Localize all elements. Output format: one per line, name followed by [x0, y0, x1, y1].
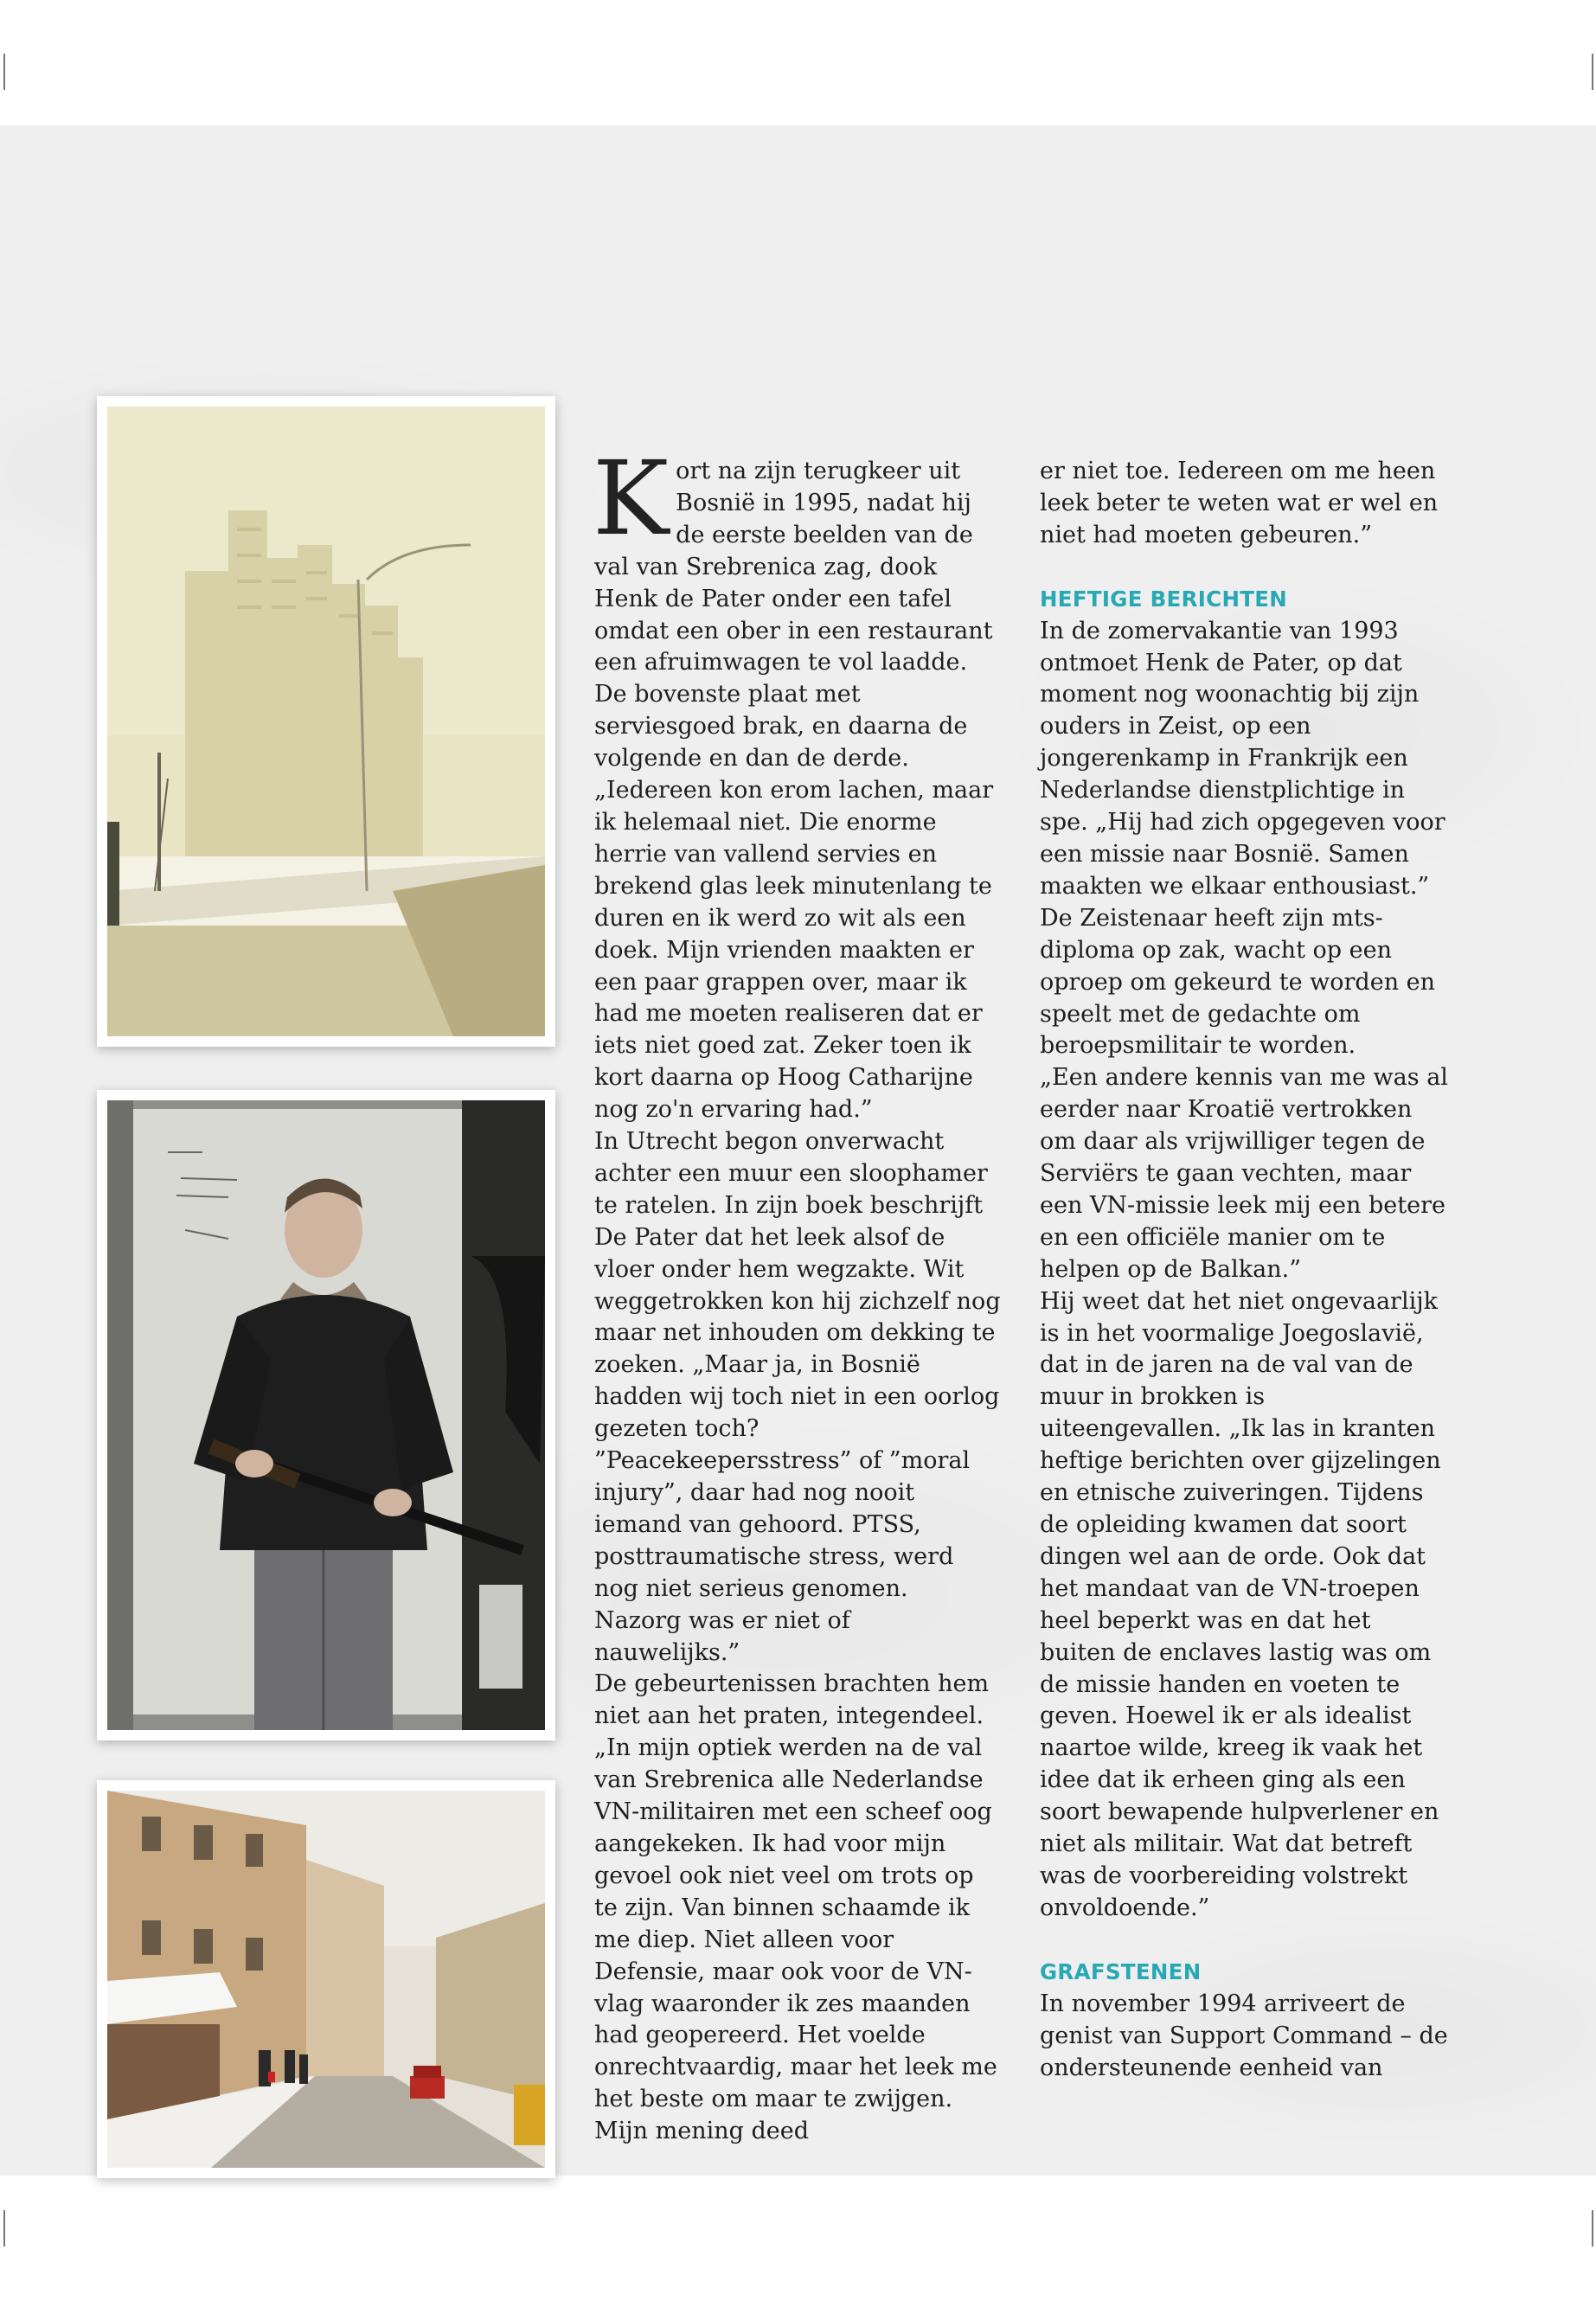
body-paragraph: Hij weet dat het niet ongevaarlijk is in het voormalige Joegoslavië, dat in de jaren na de val van de muur in brokken is uiteengevallen. „Ik las in kranten heftige berichten over gijzelingen en etnische zuiveringen. Tijdens de opleiding kwamen dat soort dingen wel aan de orde. Ook dat het mandaat van de VN-troepen heel beperkt was en dat het buiten de enclaves lastig was om de missie handen en voeten te geven. Hoewel ik er als idealist naartoe wilde, kreeg ik vaak het idee dat ik erheen ging als een soort bewapende hulpverlener en niet als militair. Wat dat betreft was de voorbereiding volstrekt onvoldoende.” [1040, 1287, 1441, 1921]
body-paragraph: De bovenste plaat met serviesgoed brak, en daarna de volgende en dan de derde. „Iedereen kon erom lachen, maar ik helemaal niet. Die enorme herrie van vallend servies en brekend glas leek minutenlang te duren en ik werd zo wit als een doek. Mijn vrienden maakten er een paar grappen over, maar ik had me moeten realiseren dat er iets niet goed zat. Zeker toen ik kort daarna op Hoog Catharijne nog zo'n ervaring had.” [594, 681, 994, 1124]
article-column-2 [1040, 456, 1453, 2084]
crop-mark-top-left [3, 54, 5, 90]
photo-apartment-blocks [97, 396, 555, 1047]
crop-mark-bottom-left [3, 2210, 5, 2247]
drop-cap: K [593, 439, 670, 558]
article-column-1 [593, 439, 1001, 2148]
body-paragraph: In de zomervakantie van 1993 ontmoet Henk de Pater, op dat moment nog woonachtig bij zijn ouders in Zeist, op een jongerenkamp in Frankrijk een Nederlandse dienstplichtige in spe. „Hij had zich opgegeven voor een missie naar Bosnië. Samen maakten we elkaar enthousiast.” De Zeistenaar heeft zijn mts-diploma op zak, wacht op een oproep om gekeurd te worden en speelt met de gedachte om beroepsmilitair te worden. [1040, 617, 1445, 1060]
photo-soldier-with-rifle [97, 1090, 555, 1740]
section-heading: HEFTIGE BERICHTEN [1040, 586, 1288, 612]
body-paragraph: er niet toe. Iedereen om me heen leek beter te weten wat er wel en niet had moeten gebeuren.” [1040, 458, 1439, 548]
body-paragraph: In november 1994 arriveert de genist van Support Command – de ondersteunende eenheid van [1040, 1990, 1448, 2081]
photo-snowy-street [97, 1780, 555, 2178]
body-paragraph: „Een andere kennis van me was al eerder naar Kroatië vertrokken om daar als vrijwilliger tegen de Serviërs te gaan vechten, maar een VN-missie leek mij een betere en een officiële manier om te helpen op de Balkan.” [1040, 1064, 1448, 1283]
section-heading: GRAFSTENEN [1040, 1958, 1202, 1984]
body-paragraph: In Utrecht begon onverwacht achter een muur een sloophamer te ratelen. In zijn boek beschrijft De Pater dat het leek alsof de vloer onder hem wegzakte. Wit weggetrokken kon hij zichzelf nog maar net inhouden om dekking te zoeken. „Maar ja, in Bosnië hadden wij toch niet in een oorlog gezeten toch? ”Peacekeepersstress” of ”moral injury”, daar had nog nooit iemand van gehoord. PTSS, posttraumatische stress, werd nog niet serieus genomen. Nazorg was er niet of nauwelijks.” [594, 1128, 1001, 1666]
crop-mark-bottom-right [1592, 2210, 1593, 2247]
crop-mark-top-right [1592, 54, 1593, 90]
body-paragraph: De gebeurtenissen brachten hem niet aan het praten, integendeel. „In mijn optiek werden na de val van Srebrenica alle Nederlandse VN-militairen met een scheef oog aangekeken. Ik had voor mijn gevoel ook niet veel om trots op te zijn. Van binnen schaamde ik me diep. Niet alleen voor Defensie, maar ook voor de VN-vlag waaronder ik zes maanden had geopereerd. Het voelde onrechtvaardig, maar het leek me het beste om maar te zwijgen. Mijn mening deed [594, 1670, 997, 2145]
intro-paragraph: ort na zijn terugkeer uit Bosnië in 1995, nadat hij de eerste beelden van de val van Srebrenica zag, dook Henk de Pater onder een tafel omdat een ober in een restaurant een afruimwagen te vol laadde. [594, 458, 993, 676]
